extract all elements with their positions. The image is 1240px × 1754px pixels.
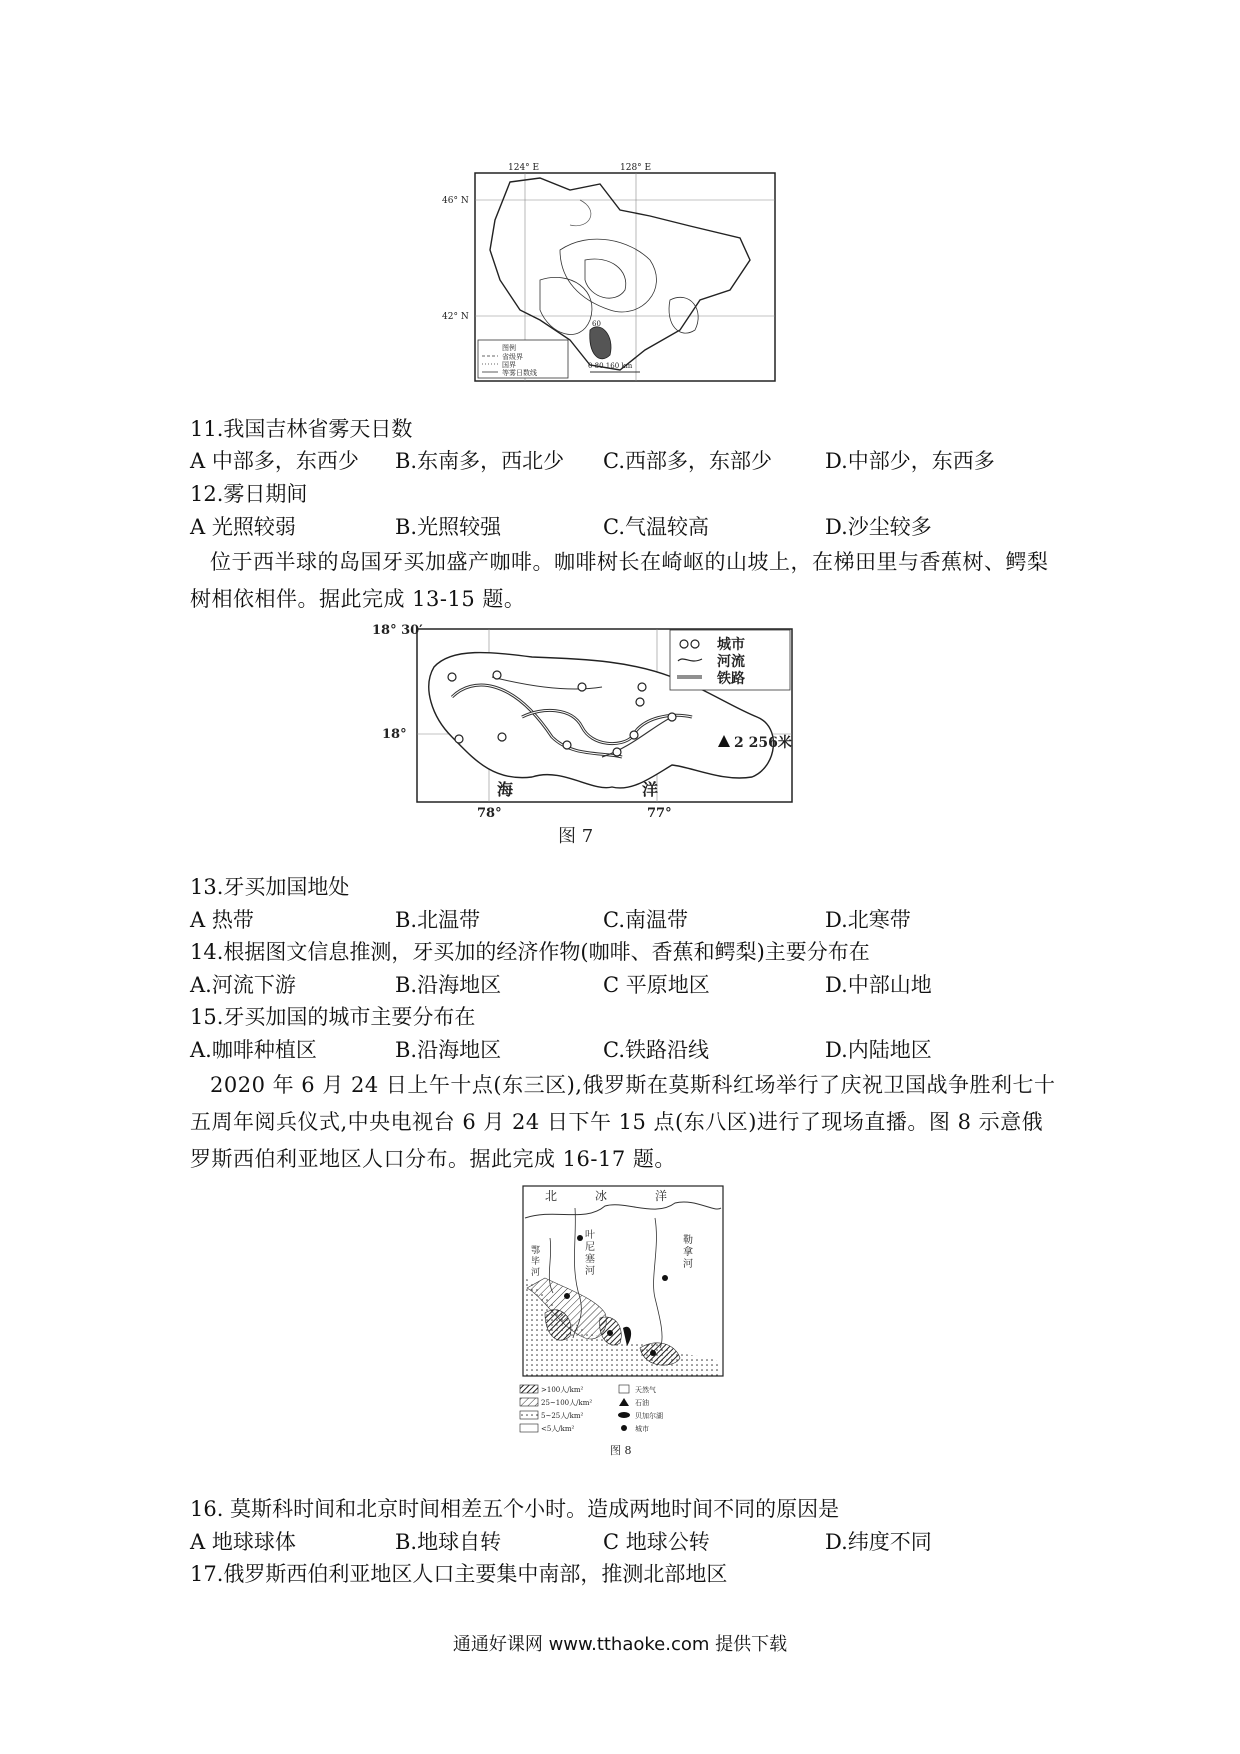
lat-label-42: 42° N	[442, 312, 469, 322]
lat-label-18-30: 18° 30′	[372, 623, 423, 638]
q12-stem: 12.雾日期间	[190, 482, 308, 506]
q11-option-c[interactable]: C.西部多，东部少	[603, 449, 772, 473]
yenisei-char-2: 尼	[585, 1242, 595, 1253]
lon-label-124: 124° E	[508, 163, 540, 173]
sea-char-2: 冰	[595, 1189, 608, 1203]
legend-river: 河流	[717, 654, 745, 670]
yenisei-char-3: 塞	[585, 1254, 595, 1265]
yenisei-char-1: 叶	[585, 1230, 595, 1241]
legend-density-low: 5~25人/km²	[541, 1412, 584, 1420]
q15-option-d[interactable]: D.内陆地区	[825, 1038, 932, 1062]
q11-option-b[interactable]: B.东南多，西北少	[395, 449, 565, 473]
q11-option-a[interactable]: A 中部多，东西少	[190, 449, 359, 473]
sea-label-1: 海	[497, 780, 514, 799]
passage-jamaica: 位于西半球的岛国牙买加盛产咖啡。咖啡树长在崎岖的山坡上，在梯田里与香蕉树、鳄梨树相依相伴。据此完成 13-15 题。	[190, 550, 1049, 611]
legend-density-high: >100人/km²	[541, 1386, 584, 1394]
legend-density-sparse: <5人/km²	[541, 1425, 575, 1433]
peak-elevation: 2 256米	[734, 735, 792, 751]
lon-label-128: 128° E	[620, 163, 652, 173]
legend-item-border: 国界	[502, 361, 516, 369]
q13-stem: 13.牙买加国地处	[190, 875, 350, 899]
q11-option-d[interactable]: D.中部少，东西多	[825, 449, 995, 473]
sea-char-3: 洋	[655, 1189, 668, 1203]
q14-option-b[interactable]: B.沿海地区	[395, 973, 502, 997]
footer-source: 通通好课网 www.tthaoke.com 提供下载	[452, 1634, 788, 1655]
lena-char-3: 河	[683, 1259, 693, 1270]
q15-option-b[interactable]: B.沿海地区	[395, 1038, 502, 1062]
legend-city: 城市	[635, 1425, 649, 1433]
fig8-caption: 图 8	[610, 1444, 632, 1457]
lena-char-1: 勒	[683, 1235, 693, 1246]
lena-char-2: 拿	[683, 1247, 693, 1258]
sea-label-2: 洋	[642, 780, 659, 799]
q13-option-b[interactable]: B.北温带	[395, 908, 481, 932]
q13-option-c[interactable]: C.南温带	[603, 908, 688, 932]
ob-char-2: 毕	[531, 1257, 541, 1267]
legend-city: 城市	[717, 637, 745, 653]
legend-item-province: 省级界	[502, 353, 523, 361]
q17-stem: 17.俄罗斯西伯利亚地区人口主要集中南部，推测北部地区	[190, 1562, 728, 1586]
passage-russia: 2020 年 6 月 24 日上午十点(东三区),俄罗斯在莫斯科红场举行了庆祝卫国战争胜利七十五周年阅兵仪式,中央电视台 6 月 24 日下午 15 点(东八区)进行了现场直播。图 8 示意俄罗斯西伯利亚地区人口分布。据此完成 16-17 题。	[190, 1073, 1056, 1171]
q12-option-a[interactable]: A 光照较弱	[190, 515, 296, 539]
lat-label-46: 46° N	[442, 196, 469, 206]
jamaica-map	[372, 617, 842, 857]
fig7-caption: 图 7	[558, 826, 594, 847]
yenisei-char-4: 河	[585, 1266, 595, 1277]
contour-label: 60	[592, 320, 601, 328]
q13-option-a[interactable]: A 热带	[190, 908, 254, 932]
q16-stem: 16. 莫斯科时间和北京时间相差五个小时。造成两地时间不同的原因是	[190, 1497, 840, 1521]
q14-stem: 14.根据图文信息推测，牙买加的经济作物(咖啡、香蕉和鳄梨)主要分布在	[190, 940, 870, 964]
q13-option-d[interactable]: D.北寒带	[825, 908, 911, 932]
q15-stem: 15.牙买加国的城市主要分布在	[190, 1005, 476, 1029]
sea-char-1: 北	[545, 1189, 558, 1203]
q16-option-c[interactable]: C 地球公转	[603, 1530, 710, 1554]
legend-title: 图例	[502, 344, 516, 352]
legend-item-contour: 等雾日数线	[502, 369, 537, 377]
lat-label-18: 18°	[382, 727, 407, 742]
q15-option-c[interactable]: C.铁路沿线	[603, 1038, 709, 1062]
legend-railway: 铁路	[717, 671, 745, 687]
legend-baikal: 贝加尔湖	[635, 1412, 663, 1420]
q15-option-a[interactable]: A.咖啡种植区	[190, 1038, 317, 1062]
jilin-fog-map	[440, 160, 780, 385]
q12-option-c[interactable]: C.气温较高	[603, 515, 709, 539]
legend-oil: 石油	[635, 1399, 649, 1407]
siberia-population-map	[515, 1178, 730, 1463]
lon-label-78: 78°	[477, 806, 502, 821]
legend-density-mid: 25~100人/km²	[541, 1399, 593, 1407]
q12-option-b[interactable]: B.光照较强	[395, 515, 502, 539]
q14-option-a[interactable]: A.河流下游	[190, 973, 296, 997]
q14-option-c[interactable]: C 平原地区	[603, 973, 710, 997]
ob-char-1: 鄂	[531, 1246, 541, 1256]
q11-stem: 11.我国吉林省雾天日数	[190, 417, 413, 441]
ob-char-3: 河	[531, 1268, 541, 1278]
lon-label-77: 77°	[647, 806, 672, 821]
legend-gas: 天然气	[635, 1386, 656, 1394]
q16-option-a[interactable]: A 地球球体	[190, 1530, 296, 1554]
q16-option-b[interactable]: B.地球自转	[395, 1530, 502, 1554]
q12-option-d[interactable]: D.沙尘较多	[825, 515, 932, 539]
scale-bar-label: 0 80 160 km	[588, 362, 633, 370]
q14-option-d[interactable]: D.中部山地	[825, 973, 932, 997]
q16-option-d[interactable]: D.纬度不同	[825, 1530, 932, 1554]
